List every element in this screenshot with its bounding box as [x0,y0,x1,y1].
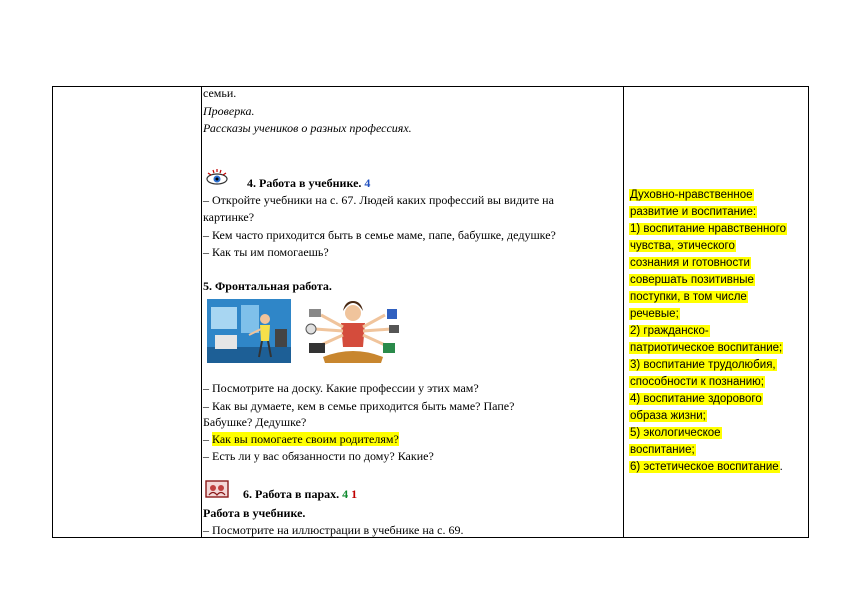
column-divider-left [201,87,202,537]
section-4-heading: 4. Работа в учебнике. 4 [247,176,371,190]
goal-line: развитие и воспитание: [630,206,757,218]
goal-line: способности к познанию; [630,376,764,388]
highlighted-question: – Как вы помогаете своим родителям? [203,432,399,446]
goal-line: чувства, этического [630,240,735,252]
text-line: – Как вы думаете, кем в семье приходится быть маме? Папе? [203,399,515,413]
eye-icon [205,169,229,190]
pair-work-icon [205,480,229,501]
goal-line: воспитание; [630,444,695,456]
text-line: – Посмотрите на доску. Какие профессии у этих мам? [203,381,479,395]
section-5-heading: 5. Фронтальная работа. [203,279,332,293]
goal-line: речевые; [630,308,679,320]
goal-line-end: . [779,461,783,473]
text-line: Бабушке? Дедушке? [203,415,307,429]
goal-line: патриотическое воспитание; [630,342,783,354]
check-heading: Проверка. [203,104,255,118]
goal-line: совершать позитивные [630,274,754,286]
column-divider-right [623,87,624,537]
text-line: – Посмотрите на иллюстрации в учебнике на с. 69. [203,523,464,537]
text-line: картинке? [203,210,255,224]
multitasking-mother-illustration [303,295,403,365]
working-mother-illustration [207,299,291,363]
section-6-heading: 6. Работа в парах. 4 1 [243,487,358,501]
goal-line: образа жизни; [630,410,706,422]
textbook-work-heading: Работа в учебнике. [203,506,306,520]
text-line: – Откройте учебники на с. 67. Людей каких профессий вы видите на [203,193,554,207]
goal-line: 5) экологическое [630,427,721,439]
text-line: – Есть ли у вас обязанности по дому? Какие? [203,449,434,463]
goal-line: 4) воспитание здорового [630,393,762,405]
goal-line: 3) воспитание трудолюбия, [630,359,776,371]
goal-line: сознания и готовности [630,257,750,269]
lesson-table [52,86,809,538]
text-line: Рассказы учеников о разных профессиях. [203,121,412,135]
text-line: семьи. [203,86,237,100]
goal-line: поступки, в том числе [630,291,747,303]
goal-line: 6) эстетическое воспитание [630,461,779,473]
goal-line: 2) гражданско- [630,325,709,337]
text-line: – Кем часто приходится быть в семье маме, папе, бабушке, дедушке? [203,228,556,242]
goal-line: 1) воспитание нравственного [630,223,787,235]
goal-line: Духовно-нравственное [630,189,753,201]
text-line: – Как ты им помогаешь? [203,245,329,259]
